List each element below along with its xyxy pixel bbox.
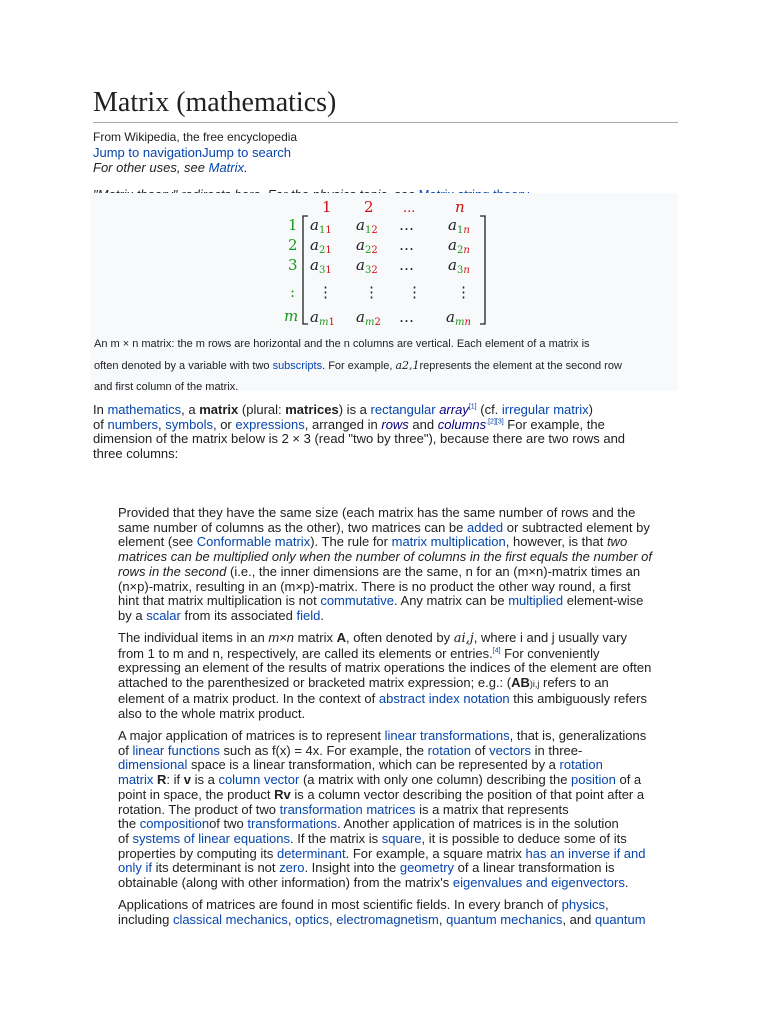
physics-link[interactable]: physics xyxy=(561,897,606,912)
tagline: From Wikipedia, the free encyclopedia xyxy=(93,130,298,144)
col-label-2: 2 xyxy=(364,198,374,216)
rotation-link[interactable]: rotation xyxy=(427,742,472,758)
eigenvalues-link[interactable]: eigenvalues and eigenvectors xyxy=(452,875,625,891)
ref-1[interactable]: [1] xyxy=(468,403,477,411)
svg-text:⋮: ⋮ xyxy=(318,283,333,301)
matrix-entries xyxy=(310,216,471,328)
jump-links xyxy=(93,145,678,160)
jump-to-search-link[interactable]: Jump to search xyxy=(202,145,291,160)
electromagnetism-link[interactable]: electromagnetism xyxy=(336,911,439,927)
array-link[interactable]: array xyxy=(439,402,469,417)
matrix-multiplication-link[interactable]: matrix multiplication xyxy=(391,534,506,550)
rotation-matrix-link-1[interactable]: rotation xyxy=(559,757,603,773)
svg-text:am2: $a_m2$ xyxy=(356,308,381,328)
square-link[interactable]: square xyxy=(381,830,422,846)
svg-text:a2n: $a_2n$ xyxy=(448,236,470,256)
row-label-3: 3 xyxy=(288,256,298,274)
zero-link[interactable]: zero xyxy=(279,860,305,876)
field-link[interactable]: field xyxy=(296,607,321,623)
ref-2-3[interactable]: .[2][3] xyxy=(486,418,504,426)
transformation-matrices-link[interactable]: transformation matrices xyxy=(279,801,416,817)
svg-text:a1n: $a_1n$ xyxy=(448,216,470,236)
column-vector-link[interactable]: column vector xyxy=(218,772,300,788)
determinant-link[interactable]: determinant xyxy=(276,845,346,861)
scalar-link[interactable]: scalar xyxy=(146,607,181,623)
ref-4[interactable]: [4] xyxy=(492,647,501,655)
matrix-disambiguation-link[interactable]: Matrix xyxy=(208,160,245,175)
transformations-link[interactable]: transformations xyxy=(247,816,337,832)
col-label-1: 1 xyxy=(322,198,332,216)
mathematics-link[interactable]: mathematics xyxy=(107,402,182,417)
paragraph-physics: Applications of matrices are found in most scientific fields. In every branch of physics, including classical mechanics, optics, electromagnetism, quantum mechanics, and quantum xyxy=(118,897,646,927)
classical-mechanics-link[interactable]: classical mechanics xyxy=(172,911,288,927)
vectors-link[interactable]: vectors xyxy=(489,742,532,758)
svg-text:⋮: ⋮ xyxy=(456,283,471,301)
svg-text:…: … xyxy=(399,236,414,254)
quantum-link[interactable]: quantum xyxy=(594,911,646,927)
composition-link[interactable]: composition xyxy=(139,816,210,832)
svg-text:…: … xyxy=(399,308,414,326)
linear-functions-link[interactable]: linear functions xyxy=(132,742,220,758)
svg-text:⋮: ⋮ xyxy=(407,283,422,301)
columns-link[interactable]: columns xyxy=(437,416,487,432)
figure-caption: An m × n matrix: the m rows are horizontal and the n columns are vertical. Each element of a matrix is often denoted by a variable with two subscripts. For example, a2,1represents the element at the second row and first column of the matrix. xyxy=(94,338,622,393)
has-inverse-link-1[interactable]: has an inverse if and xyxy=(525,845,646,861)
dimensional-link[interactable]: dimensional xyxy=(118,757,188,773)
rows-link[interactable]: rows xyxy=(381,416,409,432)
rotation-matrix-link-2[interactable]: matrix xyxy=(118,772,154,788)
matrix-diagram xyxy=(270,196,500,330)
numbers-link[interactable]: numbers xyxy=(107,416,159,432)
hatnote-other-uses: For other uses, see Matrix. xyxy=(93,160,248,175)
row-label-2: 2 xyxy=(288,236,298,254)
right-bracket xyxy=(480,216,485,324)
abstract-index-notation-link[interactable]: abstract index notation xyxy=(378,690,510,706)
geometry-link[interactable]: geometry xyxy=(399,860,455,876)
jump-to-navigation-link[interactable]: Jump to navigation xyxy=(93,145,203,160)
conformable-matrix-link[interactable]: Conformable matrix xyxy=(196,534,311,550)
subscripts-link[interactable]: subscripts xyxy=(272,360,323,372)
intro-paragraph: In mathematics, a matrix (plural: matrices) is a rectangular array[1] (cf. irregular matrix) of numbers, symbols, or expressions, arranged in rows and columns$^{.[2][3]}$ For example, the dimension of the matrix below is 2 × 3 (read "two by three"), because there are two rows and three columns: xyxy=(93,402,626,462)
row-label-m: m xyxy=(284,307,299,325)
paragraph-addition: Provided that they have the same size (each matrix has the same number of rows and the same number of columns as the other), two matrices can be added or subtracted element by element (see Conformable matrix). The rule for matrix multiplication, however, is that two matrices can be multiplied only when the number of columns in the first equals the number of rows in the second (i.e., the inner dimensions are the same, n for an (m×n)-matrix times an (n×p)-matrix, resulting in an (m×p)-matrix. There is no product the other way round, a first hint that matrix multiplication is not commutative. Any matrix can be multiplied element-wise by a scalar from its associated field. xyxy=(118,505,652,623)
quantum-mechanics-link[interactable]: quantum mechanics xyxy=(446,911,563,927)
paragraph-applications: A major application of matrices is to represent linear transformations, that is, generalizations of linear functions such as f(x) = 4x. For example, the rotation of vectors in three- dimensional space is a linear transformation, which can be represented by a rotation matrix R: if v is a column vector (a matrix with only one column) describing the position of a point in space, the product Rv is a column vector describing the position of that point after a rotation. The product of two transformation matrices is a matrix that represents the compositionof two transformations. Another application of matrices is in the solution of systems of linear equations. If the matrix is square, it is possible to deduce some of its properties by computing its determinant. For example, a square matrix has an inverse if and only if its determinant is not zero. Insight into the geometry of a linear transformation is obtainable (along with other information) from the matrix's eigenvalues and eigenvectors. xyxy=(118,728,647,891)
expressions-link[interactable]: expressions xyxy=(235,416,305,432)
systems-of-linear-equations-link[interactable]: systems of linear equations xyxy=(132,830,290,846)
commutative-link[interactable]: commutative xyxy=(320,593,395,609)
linear-transformations-link[interactable]: linear transformations xyxy=(384,728,510,743)
svg-text:amn: $a_mn$ xyxy=(446,308,471,328)
row-label-vdots: : xyxy=(290,283,296,301)
svg-text:a3n: $a_3n$ xyxy=(448,256,470,276)
position-link[interactable]: position xyxy=(571,772,616,788)
svg-text:a31: $a_31$ xyxy=(310,256,332,276)
svg-text:a21: $a_21$ xyxy=(310,236,332,256)
col-label-dots: ... xyxy=(403,201,416,216)
optics-link[interactable]: optics xyxy=(295,911,330,927)
svg-text:a11: $a_11$ xyxy=(310,216,332,236)
row-label-1: 1 xyxy=(288,216,298,234)
svg-text:…: … xyxy=(399,216,414,234)
multiplied-link[interactable]: multiplied xyxy=(508,593,564,609)
added-link[interactable]: added xyxy=(467,519,504,535)
rectangular-link[interactable]: rectangular xyxy=(370,402,436,417)
svg-text:a22: $a_22$ xyxy=(356,236,378,256)
svg-text:a32: $a_32$ xyxy=(356,256,378,276)
irregular-matrix-link[interactable]: irregular matrix xyxy=(501,402,589,417)
svg-text:am1: $a_m1$ xyxy=(310,308,335,328)
symbols-link[interactable]: symbols xyxy=(165,416,213,432)
has-inverse-link-2[interactable]: only if xyxy=(118,860,152,876)
col-label-n: n xyxy=(455,198,465,216)
svg-text:⋮: ⋮ xyxy=(364,283,379,301)
article-header xyxy=(93,86,678,202)
left-bracket xyxy=(303,216,308,324)
paragraph-entries: The individual items in an m×n matrix A, often denoted by ai,j, where i and j usually vary from 1 to m and n, respectively, are called its elements or entries.[4] For conveniently expressing an element of the results of matrix operations the indices of the element are often attached to the parenthesized or bracketed matrix expression; e.g.: (AB)i,j refers to an element of a matrix product. In the context of abstract index notation this ambiguously refers also to the whole matrix product. xyxy=(118,630,652,721)
page-title: Matrix (mathematics) xyxy=(93,86,678,123)
svg-text:a12: $a_12$ xyxy=(356,216,378,236)
svg-text:…: … xyxy=(399,256,414,274)
